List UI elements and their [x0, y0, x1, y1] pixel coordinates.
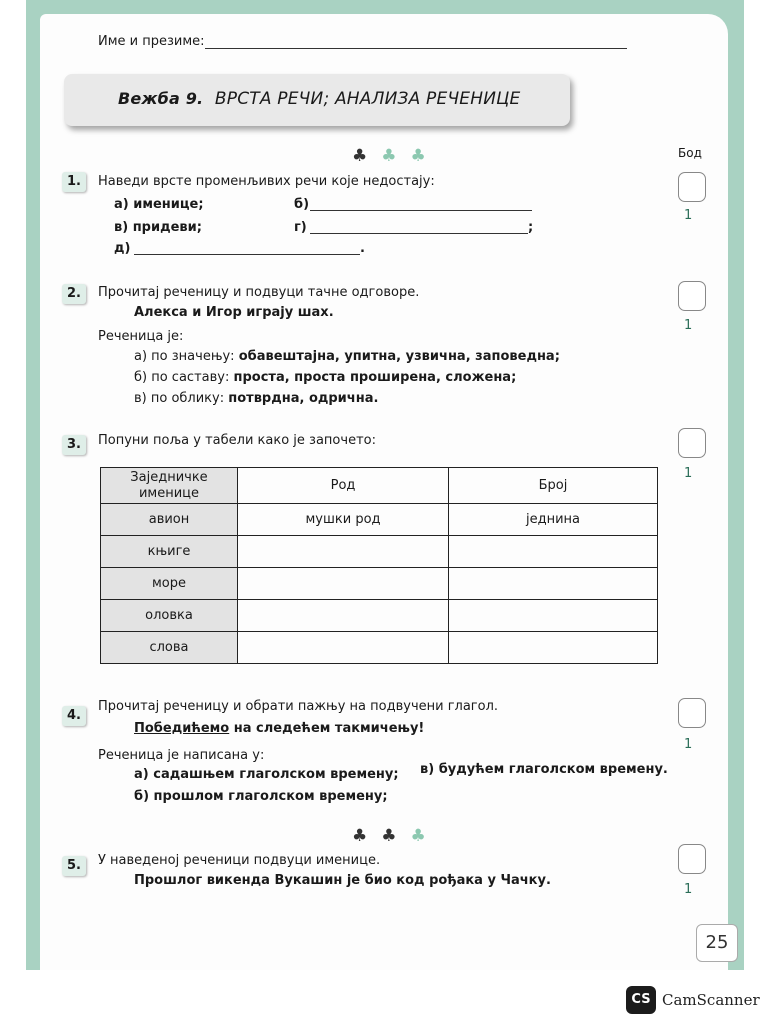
- score-box[interactable]: [678, 428, 706, 458]
- noun-cell: авион: [101, 504, 238, 536]
- option-v: в) по облику: потврдна, одрична.: [134, 391, 379, 406]
- club-icon: ♣: [381, 146, 411, 166]
- table-row: [101, 632, 658, 664]
- table-row: [101, 504, 658, 536]
- gender-cell[interactable]: [238, 600, 449, 632]
- option-a: а) именице;: [114, 197, 204, 212]
- score-box[interactable]: [678, 281, 706, 311]
- question-prompt: Наведи врсте променљивих речи које недостају:: [98, 174, 435, 189]
- name-label: Име и презиме:: [98, 34, 205, 49]
- points-value: 1: [684, 318, 693, 333]
- header-gender: Род: [238, 468, 449, 504]
- club-icon: ♣: [410, 146, 440, 166]
- header-number: Број: [449, 468, 658, 504]
- noun-cell: слова: [101, 632, 238, 664]
- example-sentence: Алекса и Игор играју шах.: [134, 305, 334, 320]
- question-prompt: Прочитај реченицу и обрати пажњу на подвучени глагол.: [98, 699, 499, 714]
- number-cell[interactable]: [449, 536, 658, 568]
- answer-line-d[interactable]: [134, 254, 360, 255]
- score-box[interactable]: [678, 844, 706, 874]
- answer-choices[interactable]: проста, проста проширена, сложена;: [233, 370, 517, 385]
- gender-cell[interactable]: [238, 632, 449, 664]
- points-value: 1: [684, 737, 693, 752]
- number-cell[interactable]: [449, 568, 658, 600]
- question-number: 1.: [62, 172, 86, 192]
- noun-cell: море: [101, 568, 238, 600]
- table-row: [101, 600, 658, 632]
- club-icon: ♣: [381, 826, 411, 846]
- option-b: б): [294, 197, 310, 212]
- punctuation: .: [360, 241, 365, 256]
- question-number: 5.: [62, 856, 86, 876]
- example-sentence[interactable]: Прошлог викенда Вукашин је био код рођака у Чачку.: [134, 873, 551, 888]
- option-v: в) придеви;: [114, 220, 202, 235]
- answer-line-b[interactable]: [310, 210, 532, 211]
- noun-table: [100, 467, 658, 664]
- name-field[interactable]: [205, 48, 627, 49]
- club-icon: ♣: [352, 146, 382, 166]
- clubs-decoration-mid: [352, 826, 440, 846]
- page-number: 25: [696, 924, 738, 962]
- option-g: г): [294, 220, 307, 235]
- number-cell[interactable]: [449, 632, 658, 664]
- option-v[interactable]: в) будућем глаголском времену.: [420, 762, 668, 777]
- answer-choices[interactable]: обавештајна, упитна, узвична, заповедна;: [238, 349, 560, 364]
- answer-line-g[interactable]: [310, 233, 528, 234]
- number-cell[interactable]: [449, 600, 658, 632]
- table-row: [101, 568, 658, 600]
- option-a[interactable]: а) садашњем глаголском времену;: [134, 767, 399, 782]
- points-header: Бод: [678, 146, 702, 160]
- table-row: [101, 536, 658, 568]
- underlined-verb: Победићемо: [134, 721, 230, 736]
- example-sentence: Победићемо на следећем такмичењу!: [134, 721, 425, 736]
- camscanner-label: CamScanner: [662, 991, 760, 1009]
- number-cell: једнина: [449, 504, 658, 536]
- option-a: а) по значењу: обавештајна, упитна, узвична, заповедна;: [134, 349, 560, 364]
- noun-cell: књиге: [101, 536, 238, 568]
- points-value: 1: [684, 208, 693, 223]
- question-prompt: Попуни поља у табели како је започето:: [98, 433, 376, 448]
- header-common-nouns: Заједничке именице: [101, 468, 238, 504]
- noun-cell: оловка: [101, 600, 238, 632]
- exercise-prefix: Вежба 9.: [118, 89, 204, 108]
- points-value: 1: [684, 466, 693, 481]
- sentence-label: Реченица је написана у:: [98, 748, 265, 763]
- option-b: б) по саставу: проста, проста проширена, сложена;: [134, 370, 517, 385]
- table-header-row: [101, 468, 658, 504]
- sentence-label: Реченица је:: [98, 329, 184, 344]
- punctuation: ;: [528, 220, 534, 235]
- question-number: 3.: [62, 435, 86, 455]
- question-prompt: У наведеној реченици подвуци именице.: [98, 853, 381, 868]
- score-box[interactable]: [678, 698, 706, 728]
- clubs-decoration-top: [352, 146, 440, 166]
- question-number: 2.: [62, 284, 86, 304]
- points-value: 1: [684, 882, 693, 897]
- option-b[interactable]: б) прошлом глаголском времену;: [134, 789, 388, 804]
- gender-cell[interactable]: [238, 536, 449, 568]
- question-number: 4.: [62, 706, 86, 726]
- answer-choices[interactable]: потврдна, одрична.: [228, 391, 379, 406]
- camscanner-logo-icon: CS: [626, 986, 656, 1014]
- score-box[interactable]: [678, 172, 706, 202]
- exercise-title: [118, 89, 520, 109]
- option-d: д): [114, 241, 131, 256]
- gender-cell[interactable]: [238, 568, 449, 600]
- gender-cell: мушки род: [238, 504, 449, 536]
- exercise-heading: ВРСТА РЕЧИ; АНАЛИЗА РЕЧЕНИЦЕ: [214, 89, 521, 109]
- club-icon: ♣: [352, 826, 382, 846]
- question-prompt: Прочитај реченицу и подвуци тачне одговоре.: [98, 285, 420, 300]
- club-icon: ♣: [410, 826, 440, 846]
